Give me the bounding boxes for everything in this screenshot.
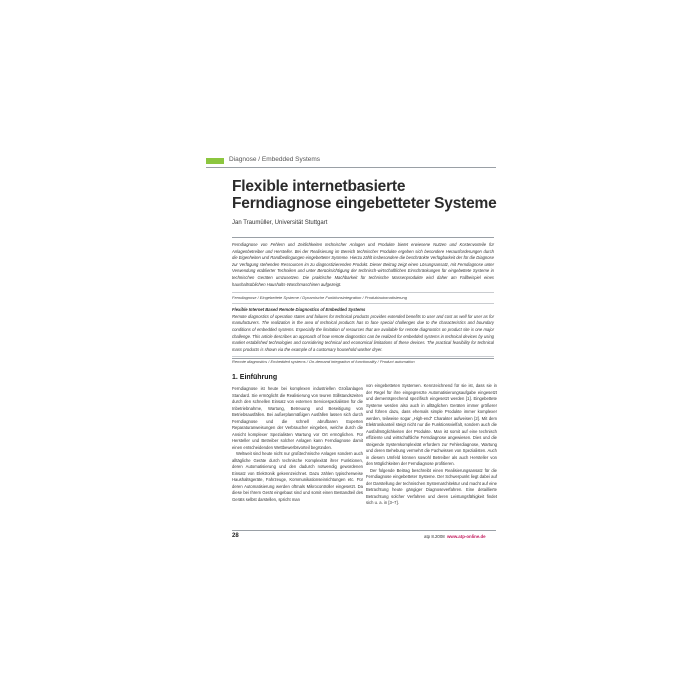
body-paragraph: Ferndiagnose ist heute bei komplexen industriellen Großanlagen Standard. Sie ermöglicht die Realisierung von teuren Stillstandszeiten durch den schnellen Einsatz von externen Servicespezialisten für die Inbetriebnahme, Wartung, Betreuung und Beseitigung von Betriebsausfällen. Bei außerplanmäßigen Ausfällen lassen sich durch Ferndiagnose und die schnell abrufbaren Experten Reparaturanweisungen der Verbraucher eingeben, welche durch die Ansicht komplexer Spezialisten Wartung vor Ort ermöglichen. Für Hersteller und Betreiber solcher Anlagen kann Ferndiagnose damit einen entscheidenden Wettbewerbsvorteil begründen. xyxy=(232,386,363,450)
body-paragraph: Der folgende Beitrag beschreibt einen Realisierungsansatz für die Ferndiagnose eingebetteter Systeme. Der Schwerpunkt liegt dabei auf der Darstellung der technischen Systemarchitektur und macht auf eine Betrachtung heute gängiger Diagnoseverfahren. Eine detaillierte Betrachtung solcher Verfahren und deren Leistungsfähigkeit findet sich u. a. in [3–7]. xyxy=(366,467,497,505)
keywords-german: Ferndiagnose / Eingebettete Systeme / Dynamische Funktionsintegration / Produktautomatisierung xyxy=(232,295,407,301)
abstract-divider xyxy=(232,303,494,304)
abstract-english: Remote diagnostics of operation states and failures for technical products provides extended benefits to user and cost as well for user as for manufacturers. The realization in the area of technical products has to face special challenges due to the characteristics and boundary conditions of embedded systems. Especially the limitation of resources that are available for remote diagnostics on product site is one major challenge. This article describes an approach of how remote diagnostics can be realized for embedded systems in technical devices by using market established technologies and considering technical and economical limitations of these devices. The practical feasibility for technical mass products is shown via the example of a customary household washer dryer. xyxy=(232,313,494,352)
body-paragraph: von eingebetteten Systemen. Kennzeichnend für sie ist, dass sie in der Regel für ihre eingegrenzte Automatisierungsaufgabe eingesetzt und dementsprechend spezifisch eingesetzt werden [1]. Eingebettete Systeme werden also auch in alltäglichen Geräten immer größerer und führen dazu, dass ehemals simple Produkte immer komplexer werden, teilweise sogar „High-end“ Charakter aufweisen [2]. Mit dem Elektronikanteil steigt nicht nur die Funktionsvielfalt, sondern auch die Ausfallmöglichkeiten der Produkte. Man ist somit auf eine technisch effiziente und wirtschaftliche Ferndiagnose angewiesen. Dies und die steigende Systemkomplexität erfordern zur Fehlerdiagnose, Wartung und deren Behebung vermehrt die Fachwissen von Spezialisten. Auch in diesem Umfeld können sowohl Betreiber als auch Hersteller von den Möglichkeiten der Ferndiagnose profitieren. xyxy=(366,383,497,466)
journal-issue: atp 8.2008 xyxy=(424,534,445,539)
category-divider xyxy=(206,167,496,168)
footer-divider xyxy=(232,530,496,531)
page-number: 28 xyxy=(232,533,239,539)
abstract-box xyxy=(232,237,494,365)
abstract-divider xyxy=(232,356,494,357)
keywords-english: Remote diagnostics / Embedded systems / On-demand integration of functionality / Product automation xyxy=(232,359,415,365)
category-label: Diagnose / Embedded Systems xyxy=(229,156,321,163)
column-left xyxy=(232,373,363,503)
column-right xyxy=(366,383,497,507)
abstract-german: Ferndiagnose von Fehlern und Zeitlichkeiten technischer Anlagen und Produkte bietet erwiesene Nutzen und Kostenvorteile für Anlagenbetreiber und Hersteller. Bei der Realisierung im Bereich technischer Produkte ergeben sich besondere Herausforderungen durch die Eigenheiten und Randbedingungen eingebetteter Systeme. Hierzu zählt insbesondere die beschränkte Verfügbarkeit der für die Diagnose zur Verfügung stehenden Ressourcen im zu diagnostizierenden Produkt. Dieser Beitrag zeigt einen Lösungsansatz, mit Ferndiagnose unter Verwendung etablierter Techniken und unter Berücksichtigung der technisch-wirtschaftlichen Einschränkungen für eingebettete Systeme in technischen Geräten umzusetzen. Die praktische Machbarkeit für technische Massenprodukte wird daher am Fallbeispiel eines haushaltsüblichen Haushalts-Waschmaschinen aufgezeigt. xyxy=(232,242,494,287)
category-marker xyxy=(206,158,224,164)
article-author: Jan Traumüller, Universität Stuttgart xyxy=(232,220,328,226)
journal-url-link[interactable]: www.atp-online.de xyxy=(447,534,486,539)
abstract-divider xyxy=(232,292,494,293)
body-paragraph: Weltweit sind heute nicht nur großtechnische Anlagen sondern auch alltägliche Geräte durch technische Komplexität ihrer Funktionen, deren Automatisierung und den dadurch notwendig gewordenen Einsatz von Elektronik gekennzeichnet. Dazu zählen typischerweise Haushaltsgeräte, Fahrzeuge, Kommunikationseinrichtungen etc. Für deren Automatisierung werden oftmals Mikrocontroller eingesetzt. Da diese bei Ihrem Gerät eingebaut sind und somit einen Bestandteil des Geräts selbst darstellen, spricht man xyxy=(232,451,363,502)
article-title: Flexible internetbasierte Ferndiagnose eingebetteter Systeme xyxy=(232,178,497,212)
abstract-english-title: Flexible Internet Based Remote Diagnostics of Embedded Systems xyxy=(232,307,366,313)
section-heading: 1. Einführung xyxy=(232,374,278,381)
